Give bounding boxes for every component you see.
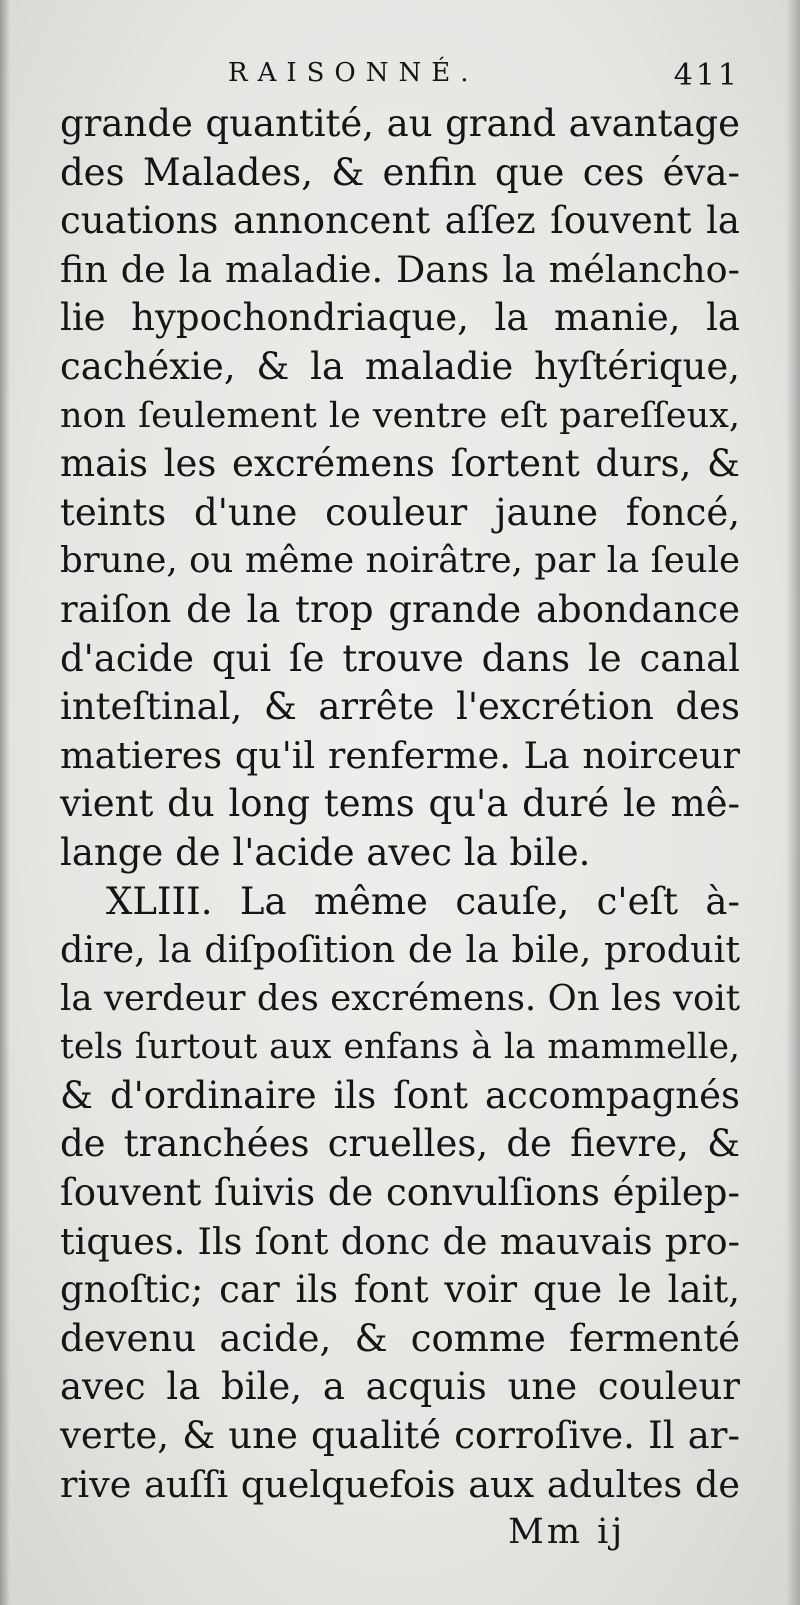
- text-line: rive auſſi quelquefois aux adultes de: [60, 1462, 740, 1506]
- text-line: mais les excrémens ſortent durs, &: [60, 442, 740, 486]
- text-line: lie hypochondriaque, la manie, la: [60, 296, 740, 340]
- page-edge-shadow-right: [786, 0, 800, 1605]
- text-line: devenu acide, & comme fermenté: [60, 1316, 740, 1360]
- running-head: [60, 58, 740, 98]
- text-line: de tranchées cruelles, de fievre, &: [60, 1122, 740, 1166]
- text-line: verte, & une qualité corroſive. Il ar-: [60, 1414, 740, 1458]
- text-line: matieres qu'il renferme. La noirceur: [60, 733, 740, 777]
- text-line: tiques. Ils ſont donc de mauvais pro-: [60, 1219, 740, 1263]
- text-line: teints d'une couleur jaune foncé,: [60, 490, 740, 534]
- page-edge-shadow-left: [0, 0, 10, 1605]
- text-line: d'acide qui ſe trouve dans le canal: [60, 636, 740, 680]
- text-line: non ſeulement le ventre eſt pareſſeux,: [60, 395, 740, 436]
- text-line: ſouvent ſuivis de convulſions épilep-: [60, 1171, 740, 1215]
- text-line: vient du long tems qu'a duré le mê-: [60, 782, 740, 826]
- text-line: la verdeur des excrémens. On les voit: [60, 977, 740, 1019]
- text-line: inteſtinal, & arrête l'excrétion des: [60, 685, 740, 729]
- text-line: raiſon de la trop grande abondance: [60, 587, 740, 631]
- text-line: tels ſurtout aux enfans à la mammelle,: [60, 1027, 740, 1068]
- signature-mark: Mm ij: [508, 1512, 626, 1552]
- text-line: avec la bile, a acquis une couleur: [60, 1365, 740, 1409]
- body-text: [60, 100, 740, 1509]
- text-line-section-start: XLIII. La même cauſe, c'eſt à-: [106, 879, 740, 923]
- text-line: dire, la diſpoſition de la bile, produit: [60, 928, 740, 972]
- text-line: gnoſtic; car ils font voir que le lait,: [60, 1268, 740, 1312]
- page-number: 411: [673, 58, 740, 93]
- text-line-paragraph-end: lange de l'acide avec la bile.: [60, 830, 591, 874]
- running-head-title: RAISONNÉ.: [228, 58, 479, 88]
- text-line: fin de la maladie. Dans la mélancho-: [60, 247, 740, 291]
- text-line: brune, ou même noirâtre, par la ſeule: [60, 540, 740, 582]
- text-line: cachéxie, & la maladie hyſtérique,: [60, 344, 740, 388]
- text-line: grande quantité, au grand avantage: [60, 102, 740, 145]
- text-line: des Malades, & enfin que ces éva-: [60, 150, 740, 194]
- text-line: cuations annoncent aſſez ſouvent la: [60, 199, 740, 243]
- text-line: & d'ordinaire ils ſont accompagnés: [60, 1073, 740, 1117]
